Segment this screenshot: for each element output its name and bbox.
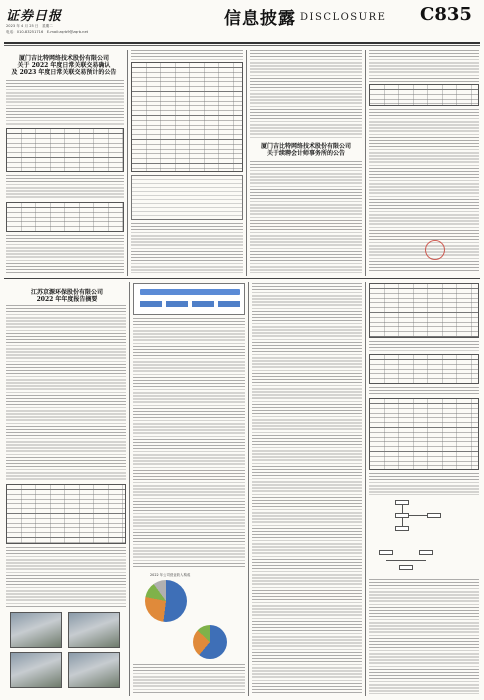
data-table: [6, 484, 126, 544]
section-title-en: DISCLOSURE: [300, 12, 387, 23]
product-photo: [68, 652, 120, 688]
org-connector: [386, 560, 426, 561]
flow-step: [192, 301, 214, 307]
column-divider: [127, 50, 128, 276]
article-body-block: [131, 223, 243, 273]
article-body-block: [369, 579, 479, 694]
data-table: [6, 202, 124, 232]
contact-line: 电话：010-83251716 E-mail:zqrb9@zqrb.net: [6, 30, 89, 34]
article-title-top-left: [8, 55, 120, 76]
pie-caption: 2022 年公司营业收入构成: [150, 573, 191, 577]
product-photo: [10, 652, 62, 688]
title-line: 及 2023 年度日常关联交易预计的公告: [11, 69, 117, 76]
article-body-block: [250, 161, 362, 273]
section-divider: [4, 278, 480, 279]
data-table: [131, 62, 243, 172]
company-seal: [425, 240, 445, 260]
data-table: [369, 283, 479, 338]
article-body-block: [369, 387, 479, 395]
data-table: [369, 84, 479, 106]
data-table: [6, 128, 124, 172]
flow-step: [218, 301, 240, 307]
title-line: 关于 2022 年度日常关联交易确认: [17, 62, 111, 69]
process-flow-diagram: [133, 283, 245, 315]
org-node: [395, 526, 409, 531]
title-line: 2022 年年度报告摘要: [36, 296, 98, 303]
column-divider: [129, 282, 130, 696]
article-body-block: [6, 305, 126, 481]
article-title-bottom-left: [8, 289, 126, 303]
article-body-block: [6, 235, 124, 273]
article-body-block: [252, 283, 362, 694]
ownership-structure-chart: [369, 548, 479, 576]
flow-arrow: [140, 289, 240, 295]
data-table: [369, 398, 479, 470]
column-divider: [248, 282, 249, 696]
flow-step: [140, 301, 162, 307]
article-body-block: [369, 50, 479, 82]
ownership-structure-chart: [369, 498, 479, 546]
article-body-block: [6, 80, 124, 126]
org-node: [379, 550, 393, 555]
title-line: 关于续聘会计师事务所的公告: [266, 150, 345, 157]
article-body-block: [6, 547, 126, 607]
article-body-block: [6, 175, 124, 199]
title-line: 厦门吉比特网络技术股份有限公司: [18, 55, 109, 62]
article-body-block: [369, 109, 479, 273]
flow-step: [166, 301, 188, 307]
section-title: 信息披露: [224, 9, 296, 29]
data-table: [369, 354, 479, 384]
column-divider: [246, 50, 247, 276]
masthead: [0, 0, 484, 48]
article-body-block: [133, 318, 245, 568]
org-node: [419, 550, 433, 555]
article-body-block: [250, 50, 362, 140]
org-node: [399, 565, 413, 570]
title-line: 厦门吉比特网络技术股份有限公司: [260, 143, 351, 150]
product-photo: [68, 612, 120, 648]
org-connector: [409, 515, 427, 516]
article-body-block: [133, 664, 245, 694]
article-title-top-right: [252, 143, 360, 157]
data-table: [131, 175, 243, 220]
dateline: 2023 年 4 月 25 日 星期二: [6, 24, 53, 28]
page-code: C835: [420, 4, 472, 25]
newspaper-logo: 证券日报: [6, 9, 63, 24]
product-photo: [10, 612, 62, 648]
column-divider: [365, 50, 366, 276]
masthead-rule: [4, 42, 480, 44]
org-connector: [402, 505, 403, 513]
article-body-block: [369, 473, 479, 495]
org-connector: [402, 518, 403, 526]
title-line: 江苏京源环保股份有限公司: [30, 289, 103, 296]
article-body-block: [131, 50, 243, 60]
masthead-rule-thin: [4, 45, 480, 46]
revenue-pie-chart: [145, 580, 187, 622]
column-divider: [365, 282, 366, 696]
article-body-block: [369, 341, 479, 351]
org-node: [427, 513, 441, 518]
revenue-pie-chart: [193, 625, 227, 659]
